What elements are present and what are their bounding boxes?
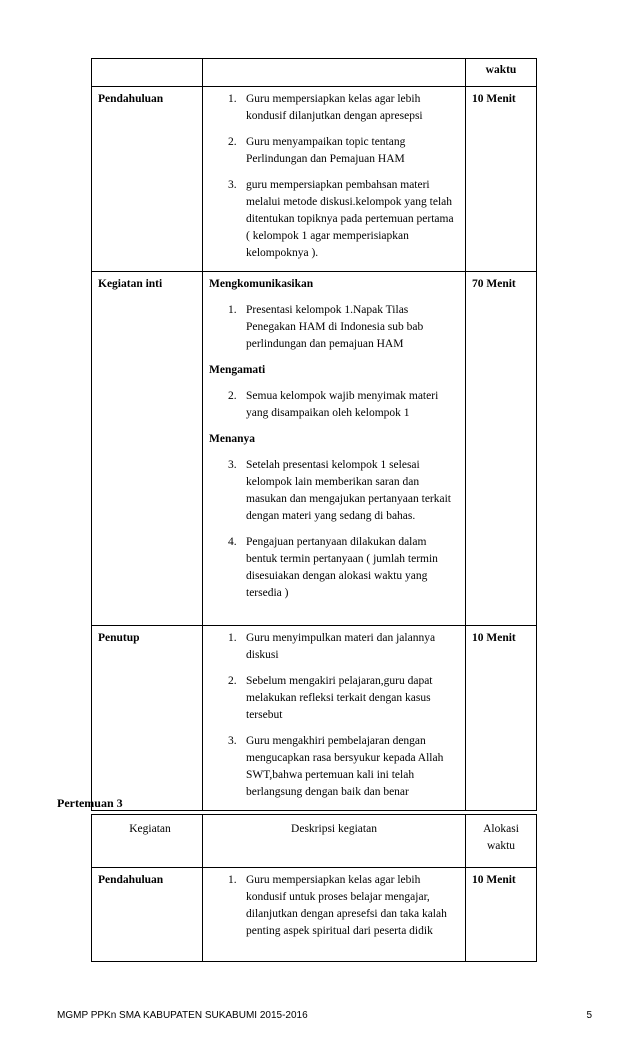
time-cell: 70 Menit — [466, 272, 537, 626]
item-number: 2. — [228, 136, 237, 148]
activity-table-meeting-3 — [91, 814, 537, 962]
activity-list — [209, 457, 459, 602]
table-header-row — [92, 59, 537, 87]
activity-heading: Menanya — [209, 433, 255, 445]
header-alokasi-label: Alokasi — [483, 823, 519, 835]
item-number: 1. — [228, 304, 237, 316]
table2-body — [92, 868, 537, 962]
activity-list — [209, 91, 459, 262]
list-item — [209, 91, 459, 125]
item-number: 2. — [228, 675, 237, 687]
item-number: 2. — [228, 390, 237, 402]
list-item — [209, 872, 459, 940]
time-cell: 10 Menit — [466, 87, 537, 272]
list-item — [209, 302, 459, 353]
item-text: Guru menyampaikan topic tentang Perlindungan dan Pemajuan HAM — [246, 136, 406, 165]
activity-table-meeting-2 — [91, 58, 537, 811]
header-kegiatan — [92, 815, 203, 868]
item-number: 4. — [228, 536, 237, 548]
list-item — [209, 534, 459, 602]
section-title: Pertemuan 3 — [57, 796, 123, 810]
list-item — [209, 673, 459, 724]
time-cell: 10 Menit — [466, 868, 537, 962]
activity-list — [209, 872, 459, 940]
header-cell-waktu — [466, 59, 537, 87]
item-text: Guru menyimpulkan materi dan jalannya diskusi — [246, 632, 436, 661]
item-text: Pengajuan pertanyaan dilakukan dalam bentuk termin pertanyaan ( jumlah termin disesuiakan dengan alokasi waktu yang tersedia ) — [246, 536, 438, 599]
header-cell-kegiatan — [92, 59, 203, 87]
table1-body — [92, 87, 537, 811]
description-cell — [203, 868, 466, 962]
header-deskripsi-label: Deskripsi kegiatan — [291, 823, 377, 835]
header-cell-deskripsi — [203, 59, 466, 87]
time-cell: 10 Menit — [466, 626, 537, 811]
page-number: 5 — [586, 1010, 592, 1021]
activity-heading: Mengamati — [209, 364, 266, 376]
description-cell — [203, 626, 466, 811]
table-row — [92, 87, 537, 272]
list-item — [209, 388, 459, 422]
item-text: guru mempersiapkan pembahsan materi melalui metode diskusi.kelompok yang telah ditentukan topiknya pada pertemuan pertama ( kelompok 1 agar memperisiapkan kelompoknya ). — [246, 179, 454, 259]
phase-cell: Kegiatan inti — [92, 272, 203, 626]
activity-heading: Mengkomunikasikan — [209, 278, 314, 290]
phase-cell: Pendahuluan — [92, 868, 203, 962]
header-waktu-label: waktu — [485, 64, 517, 76]
item-text: Setelah presentasi kelompok 1 selesai kelompok lain memberikan saran dan masukan dan mengajukan pertanyaan terkait dengan materi yang sedang di bahas. — [246, 459, 452, 522]
activity-list — [209, 388, 459, 422]
item-number: 3. — [228, 179, 237, 191]
item-text: Guru mengakhiri pembelajaran dengan mengucapkan rasa bersyukur kepada Allah SWT,bahwa pertemuan kali ini telah berlangsung dengan baik dan benar — [246, 735, 444, 798]
list-item — [209, 457, 459, 525]
item-number: 3. — [228, 459, 237, 471]
table-row — [92, 626, 537, 811]
list-item — [209, 733, 459, 801]
activity-list — [209, 302, 459, 353]
header-waktu-label: waktu — [486, 840, 516, 852]
table-header-row — [92, 815, 537, 868]
description-cell — [203, 272, 466, 626]
item-text: Semua kelompok wajib menyimak materi yang disampaikan oleh kelompok 1 — [246, 390, 439, 419]
item-text: Presentasi kelompok 1.Napak Tilas Penegakan HAM di Indonesia sub bab perlindungan dan pemajuan HAM — [246, 304, 424, 350]
list-item — [209, 630, 459, 664]
item-number: 1. — [228, 874, 237, 886]
item-number: 1. — [228, 93, 237, 105]
header-alokasi — [466, 815, 537, 868]
phase-cell: Penutup — [92, 626, 203, 811]
item-text: Guru mempersiapkan kelas agar lebih kondusif dilanjutkan dengan apresepsi — [246, 93, 423, 122]
description-cell — [203, 87, 466, 272]
item-text: Sebelum mengakiri pelajaran,guru dapat melakukan refleksi terkait dengan kasus tersebut — [246, 675, 433, 721]
list-item — [209, 134, 459, 168]
table-row — [92, 272, 537, 626]
phase-cell: Pendahuluan — [92, 87, 203, 272]
activity-list — [209, 630, 459, 801]
item-text: Guru mempersiapkan kelas agar lebih kondusif untuk proses belajar mengajar, dilanjutkan dengan apresefsi dan taka kalah penting aspek spiritual dari peserta didik — [246, 874, 447, 937]
header-kegiatan-label: Kegiatan — [129, 823, 171, 835]
table-row — [92, 868, 537, 962]
footer-text: MGMP PPKn SMA KABUPATEN SUKABUMI 2015-2016 — [57, 1010, 308, 1021]
header-deskripsi — [203, 815, 466, 868]
page-footer — [57, 1010, 592, 1021]
list-item — [209, 177, 459, 262]
item-number: 3. — [228, 735, 237, 747]
item-number: 1. — [228, 632, 237, 644]
